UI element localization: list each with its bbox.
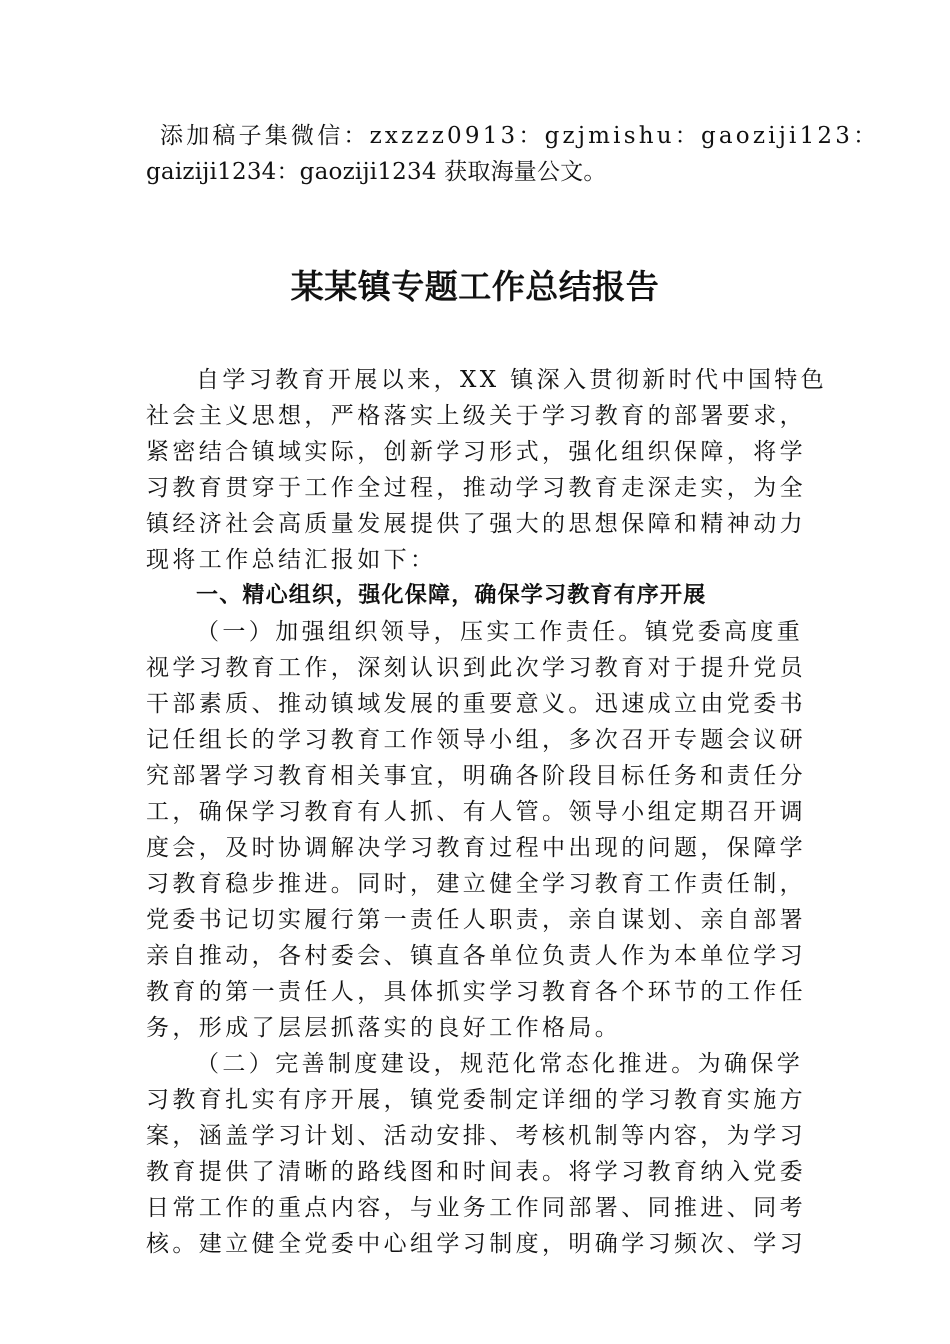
paragraph-line: 亲自推动，各村委会、镇直各单位负责人作为本单位学习	[146, 943, 806, 969]
paragraph-line: 案，涵盖学习计划、活动安排、考核机制等内容，为学习	[146, 1123, 806, 1149]
header-note-line-1: 添加稿子集微信：zxzzz0913：gzjmishu：gaoziji123：	[160, 123, 880, 149]
paragraph-line: 工，确保学习教育有人抓、有人管。领导小组定期召开调	[146, 799, 806, 825]
intro-line: 习教育贯穿于工作全过程，推动学习教育走深走实，为全	[146, 475, 806, 501]
intro-line: 镇经济社会高质量发展提供了强大的思想保障和精神动力	[146, 511, 806, 537]
paragraph-line: 干部素质、推动镇域发展的重要意义。迅速成立由党委书	[146, 691, 806, 717]
paragraph-line: 教育的第一责任人，具体抓实学习教育各个环节的工作任	[146, 979, 806, 1005]
intro-line: 社会主义思想，严格落实上级关于学习教育的部署要求，	[146, 403, 806, 429]
paragraph-line: 习教育扎实有序开展，镇党委制定详细的学习教育实施方	[146, 1087, 806, 1113]
paragraph-line: （二）完善制度建设，规范化常态化推进。为确保学	[196, 1051, 804, 1077]
intro-line: 紧密结合镇域实际，创新学习形式，强化组织保障，将学	[146, 439, 806, 465]
section-heading: 一、精心组织，强化保障，确保学习教育有序开展	[196, 583, 707, 608]
paragraph-line: 核。建立健全党委中心组学习制度，明确学习频次、学习	[146, 1231, 806, 1257]
paragraph-line: （一）加强组织领导，压实工作责任。镇党委高度重	[196, 619, 804, 645]
paragraph-line: 究部署学习教育相关事宜，明确各阶段目标任务和责任分	[146, 763, 806, 789]
header-note-line-2: gaiziji1234：gaoziji1234 获取海量公文。	[146, 159, 607, 185]
paragraph-line: 教育提供了清晰的路线图和时间表。将学习教育纳入党委	[146, 1159, 806, 1185]
document-title: 某某镇专题工作总结报告	[290, 267, 660, 306]
intro-line: 自学习教育开展以来，XX 镇深入贯彻新时代中国特色	[196, 367, 828, 393]
paragraph-line: 视学习教育工作，深刻认识到此次学习教育对于提升党员	[146, 655, 806, 681]
paragraph-line: 度会，及时协调解决学习教育过程中出现的问题，保障学	[146, 835, 806, 861]
paragraph-line: 党委书记切实履行第一责任人职责，亲自谋划、亲自部署	[146, 907, 806, 933]
paragraph-line: 记任组长的学习教育工作领导小组，多次召开专题会议研	[146, 727, 806, 753]
paragraph-line: 日常工作的重点内容，与业务工作同部署、同推进、同考	[146, 1195, 806, 1221]
intro-line: 现将工作总结汇报如下：	[146, 547, 437, 573]
paragraph-line: 习教育稳步推进。同时，建立健全学习教育工作责任制，	[146, 871, 806, 897]
paragraph-line: 务，形成了层层抓落实的良好工作格局。	[146, 1015, 622, 1041]
